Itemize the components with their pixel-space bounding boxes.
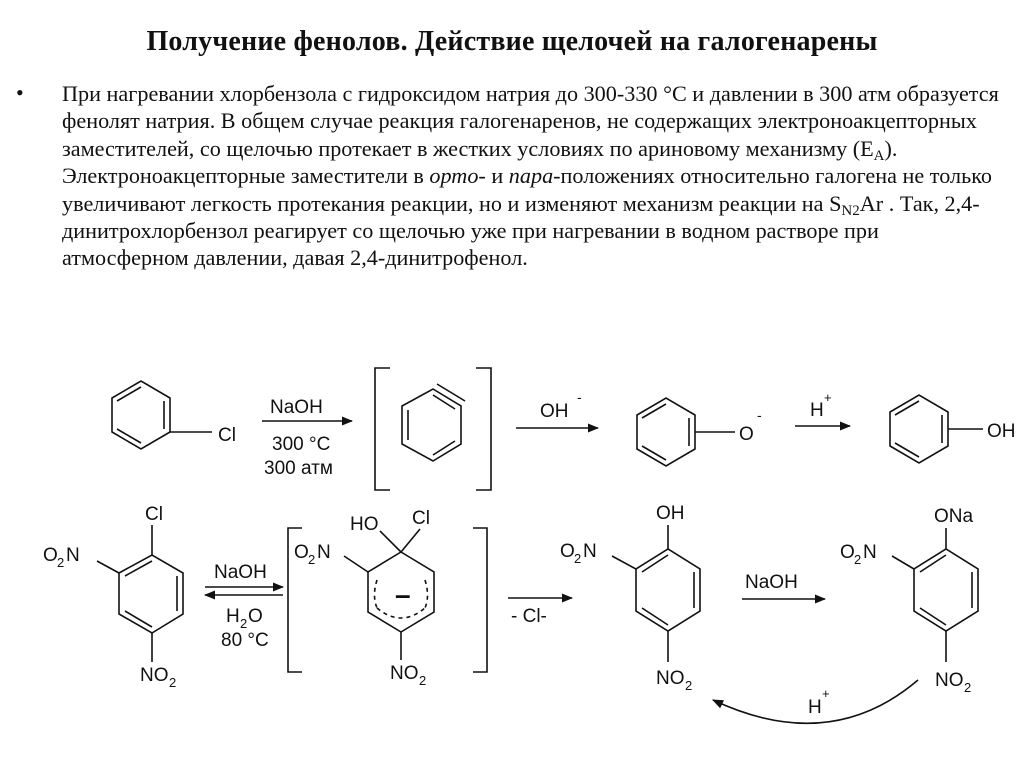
benzyne-ring — [402, 384, 465, 461]
svg-text:NO: NO — [390, 663, 419, 684]
naoh-label-3: NaOH — [745, 572, 798, 593]
no2-label-3 — [656, 668, 692, 693]
o2n-label-3 — [560, 541, 597, 566]
naoh-label-1: NaOH — [270, 397, 323, 418]
svg-text:H: H — [226, 606, 240, 627]
no2-label-4 — [935, 670, 971, 695]
svg-text:O: O — [560, 541, 575, 562]
oh-minus-label: OH — [540, 401, 569, 422]
no2-label-1 — [140, 665, 176, 690]
para-text-1: При нагревании хлорбензола с гидроксидом натрия до 300-330 °С и давлении в 300 атм образуется фенолят натрия. В общем случае реакция галогенаренов, не содержащих электроноакцепторных заместителей, со щелочью протекает в жестких условиях по ариновому механизму (E — [62, 81, 999, 161]
bracket-left-1 — [375, 368, 390, 490]
cl-label-1: Cl — [218, 425, 236, 446]
svg-text:2: 2 — [685, 678, 693, 693]
dinitrophenol-ring — [612, 525, 700, 662]
para-ortho: орто — [429, 163, 479, 189]
o2n-label-2 — [294, 542, 331, 567]
para-text-3: - и — [478, 163, 509, 189]
svg-text:NO: NO — [935, 670, 964, 691]
o2n-label-1 — [43, 545, 80, 570]
cond-temp-1: 300 °C — [272, 434, 331, 455]
cond-temp-2: 80 °C — [221, 630, 269, 651]
h2o-label — [226, 606, 263, 631]
meisenheimer-ring — [344, 529, 434, 660]
dinitrochlorobenzene-ring — [97, 525, 183, 662]
bracket-right-1 — [476, 368, 491, 490]
bracket-right-2 — [473, 528, 487, 672]
svg-text:2: 2 — [854, 552, 862, 567]
svg-text:2: 2 — [419, 673, 427, 688]
plus-sign-2: + — [822, 686, 830, 701]
phenolate-ring — [637, 398, 735, 466]
minus-sign-1: - — [577, 389, 582, 405]
phenol-ring — [890, 395, 983, 463]
o2n-label-4 — [840, 542, 877, 567]
svg-text:N: N — [863, 542, 877, 563]
para-text-2: ). Электроноакцепторные заместители в — [62, 135, 898, 189]
para-sub-a: A — [873, 147, 885, 164]
ho-label: HO — [350, 514, 379, 535]
svg-text:NO: NO — [656, 668, 685, 689]
chlorobenzene-ring — [112, 381, 212, 449]
para-text-4: -положениях относительно галогена не только увеличивают легкость протекания реакции, но и изменяют механизм реакции на S — [62, 163, 992, 216]
no2-label-2 — [390, 663, 426, 688]
para-text-5: Ar . Так, 2,4-динитрохлорбензол реагирует со щелочью уже при нагревании в водном растворе при атмосферном давлении, давая 2,4-динитрофенол. — [62, 190, 980, 271]
h-plus-label-1: H — [810, 400, 824, 421]
svg-text:O: O — [43, 545, 58, 566]
svg-text:NO: NO — [140, 665, 169, 686]
svg-text:O: O — [840, 542, 855, 563]
para-sub-n2: N2 — [841, 202, 860, 219]
svg-text:2: 2 — [169, 675, 177, 690]
cl-label-3: Cl — [412, 508, 430, 529]
sodium-dinitrophenolate-ring — [892, 528, 978, 662]
ona-label: ONa — [934, 506, 974, 527]
svg-text:N: N — [66, 545, 80, 566]
svg-text:N: N — [583, 541, 597, 562]
svg-text:2: 2 — [308, 552, 316, 567]
svg-text:O: O — [294, 542, 309, 563]
para-para: пара — [508, 163, 554, 189]
minus-cl-label: - Cl- — [511, 606, 547, 627]
bullet-point: • — [16, 80, 24, 105]
svg-text:2: 2 — [964, 680, 972, 695]
svg-text:O: O — [248, 606, 263, 627]
negative-charge: – — [395, 579, 411, 610]
minus-sign-2: - — [757, 407, 762, 423]
oh-label-1: OH — [987, 421, 1016, 442]
svg-text:2: 2 — [240, 616, 248, 631]
svg-text:2: 2 — [57, 555, 65, 570]
o-minus-label: O — [739, 424, 754, 445]
oh-label-2: OH — [656, 503, 685, 524]
h-plus-label-2: H — [808, 697, 822, 718]
plus-sign-1: + — [824, 390, 832, 405]
page-title: Получение фенолов. Действие щелочей на галогенарены — [146, 26, 878, 57]
cl-label-2: Cl — [145, 504, 163, 525]
svg-text:N: N — [317, 542, 331, 563]
svg-text:2: 2 — [574, 551, 582, 566]
naoh-label-2: NaOH — [214, 562, 267, 583]
cond-pressure-1: 300 атм — [264, 458, 333, 479]
